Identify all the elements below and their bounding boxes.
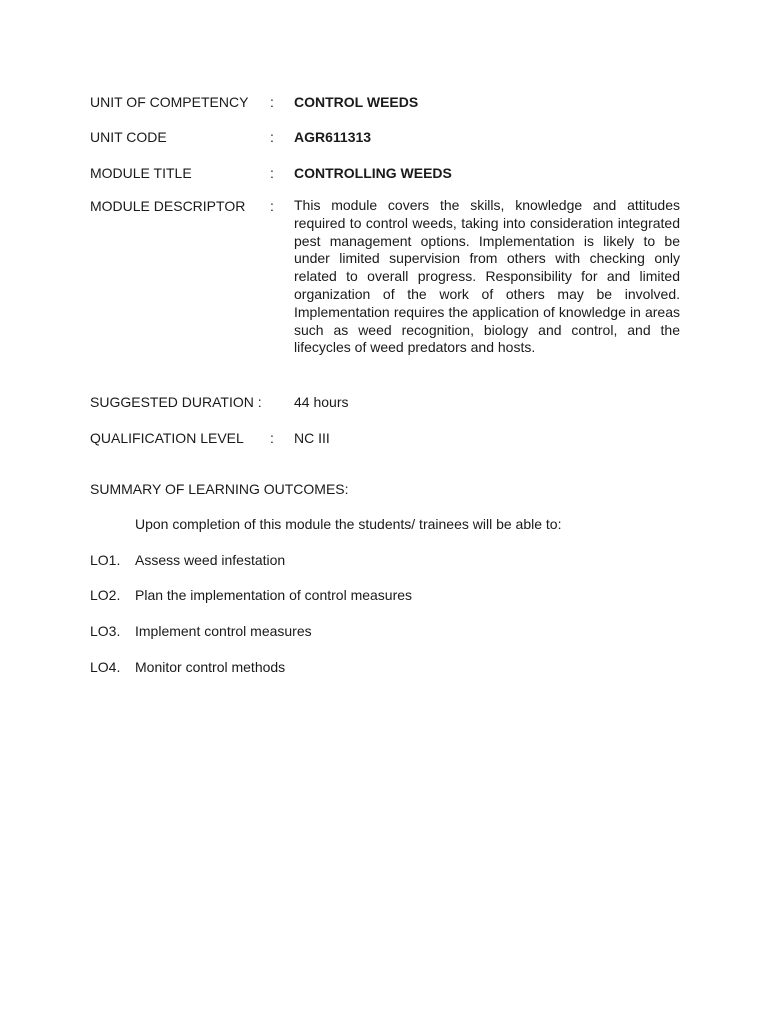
learning-outcome-code: LO2.: [90, 587, 121, 603]
module-title-separator: :: [270, 165, 274, 181]
module-title-label: MODULE TITLE: [90, 165, 192, 181]
learning-outcome-code: LO4.: [90, 659, 121, 675]
learning-outcome-item: [90, 658, 285, 676]
learning-outcome-item: [90, 586, 412, 604]
module-title-row: [90, 164, 680, 182]
learning-outcome-text: Assess weed infestation: [135, 552, 286, 568]
unit-of-competency-separator: :: [270, 94, 274, 110]
module-descriptor-label: MODULE DESCRIPTOR: [90, 198, 246, 214]
learning-outcome-code: LO3.: [90, 623, 121, 639]
unit-code-label: UNIT CODE: [90, 129, 167, 145]
learning-outcome-code: LO1.: [90, 552, 121, 568]
qualification-level-row: [90, 429, 680, 447]
learning-outcome-item: [90, 551, 285, 569]
learning-outcome-item: [90, 622, 312, 640]
unit-of-competency-label: UNIT OF COMPETENCY: [90, 94, 249, 110]
module-descriptor-row: [90, 197, 680, 357]
suggested-duration-row: [90, 393, 680, 411]
summary-intro: Upon completion of this module the students/ trainees will be able to:: [135, 516, 562, 532]
unit-code-row: [90, 128, 680, 146]
unit-code-value: AGR611313: [294, 129, 372, 145]
module-title-value: CONTROLLING WEEDS: [294, 165, 452, 181]
unit-of-competency-value: CONTROL WEEDS: [294, 94, 419, 110]
qualification-level-label: QUALIFICATION LEVEL: [90, 430, 244, 446]
learning-outcome-text: Implement control measures: [135, 623, 312, 639]
unit-code-separator: :: [270, 129, 274, 145]
suggested-duration-value: 44 hours: [294, 394, 349, 410]
suggested-duration-label: SUGGESTED DURATION :: [90, 394, 262, 410]
qualification-level-separator: :: [270, 430, 274, 446]
suggested-duration-separator: [270, 393, 294, 411]
summary-heading: SUMMARY OF LEARNING OUTCOMES:: [90, 481, 349, 497]
learning-outcome-text: Monitor control methods: [135, 659, 286, 675]
qualification-level-value: NC III: [294, 430, 330, 446]
module-descriptor-value: This module covers the skills, knowledge and attitudes required to control weeds, taking into consideration integrated pest management options. Implementation is likely to be under limited supervision from others with checking only related to overall progress. Responsibility for and limited organization of the work of others may be involved. Implementation requires the application of knowledge in areas such as weed recognition, biology and control, and the lifecycles of weed predators and hosts.: [294, 197, 680, 356]
module-descriptor-separator: :: [270, 198, 274, 214]
learning-outcome-text: Plan the implementation of control measures: [135, 587, 413, 603]
unit-of-competency-row: [90, 93, 680, 111]
